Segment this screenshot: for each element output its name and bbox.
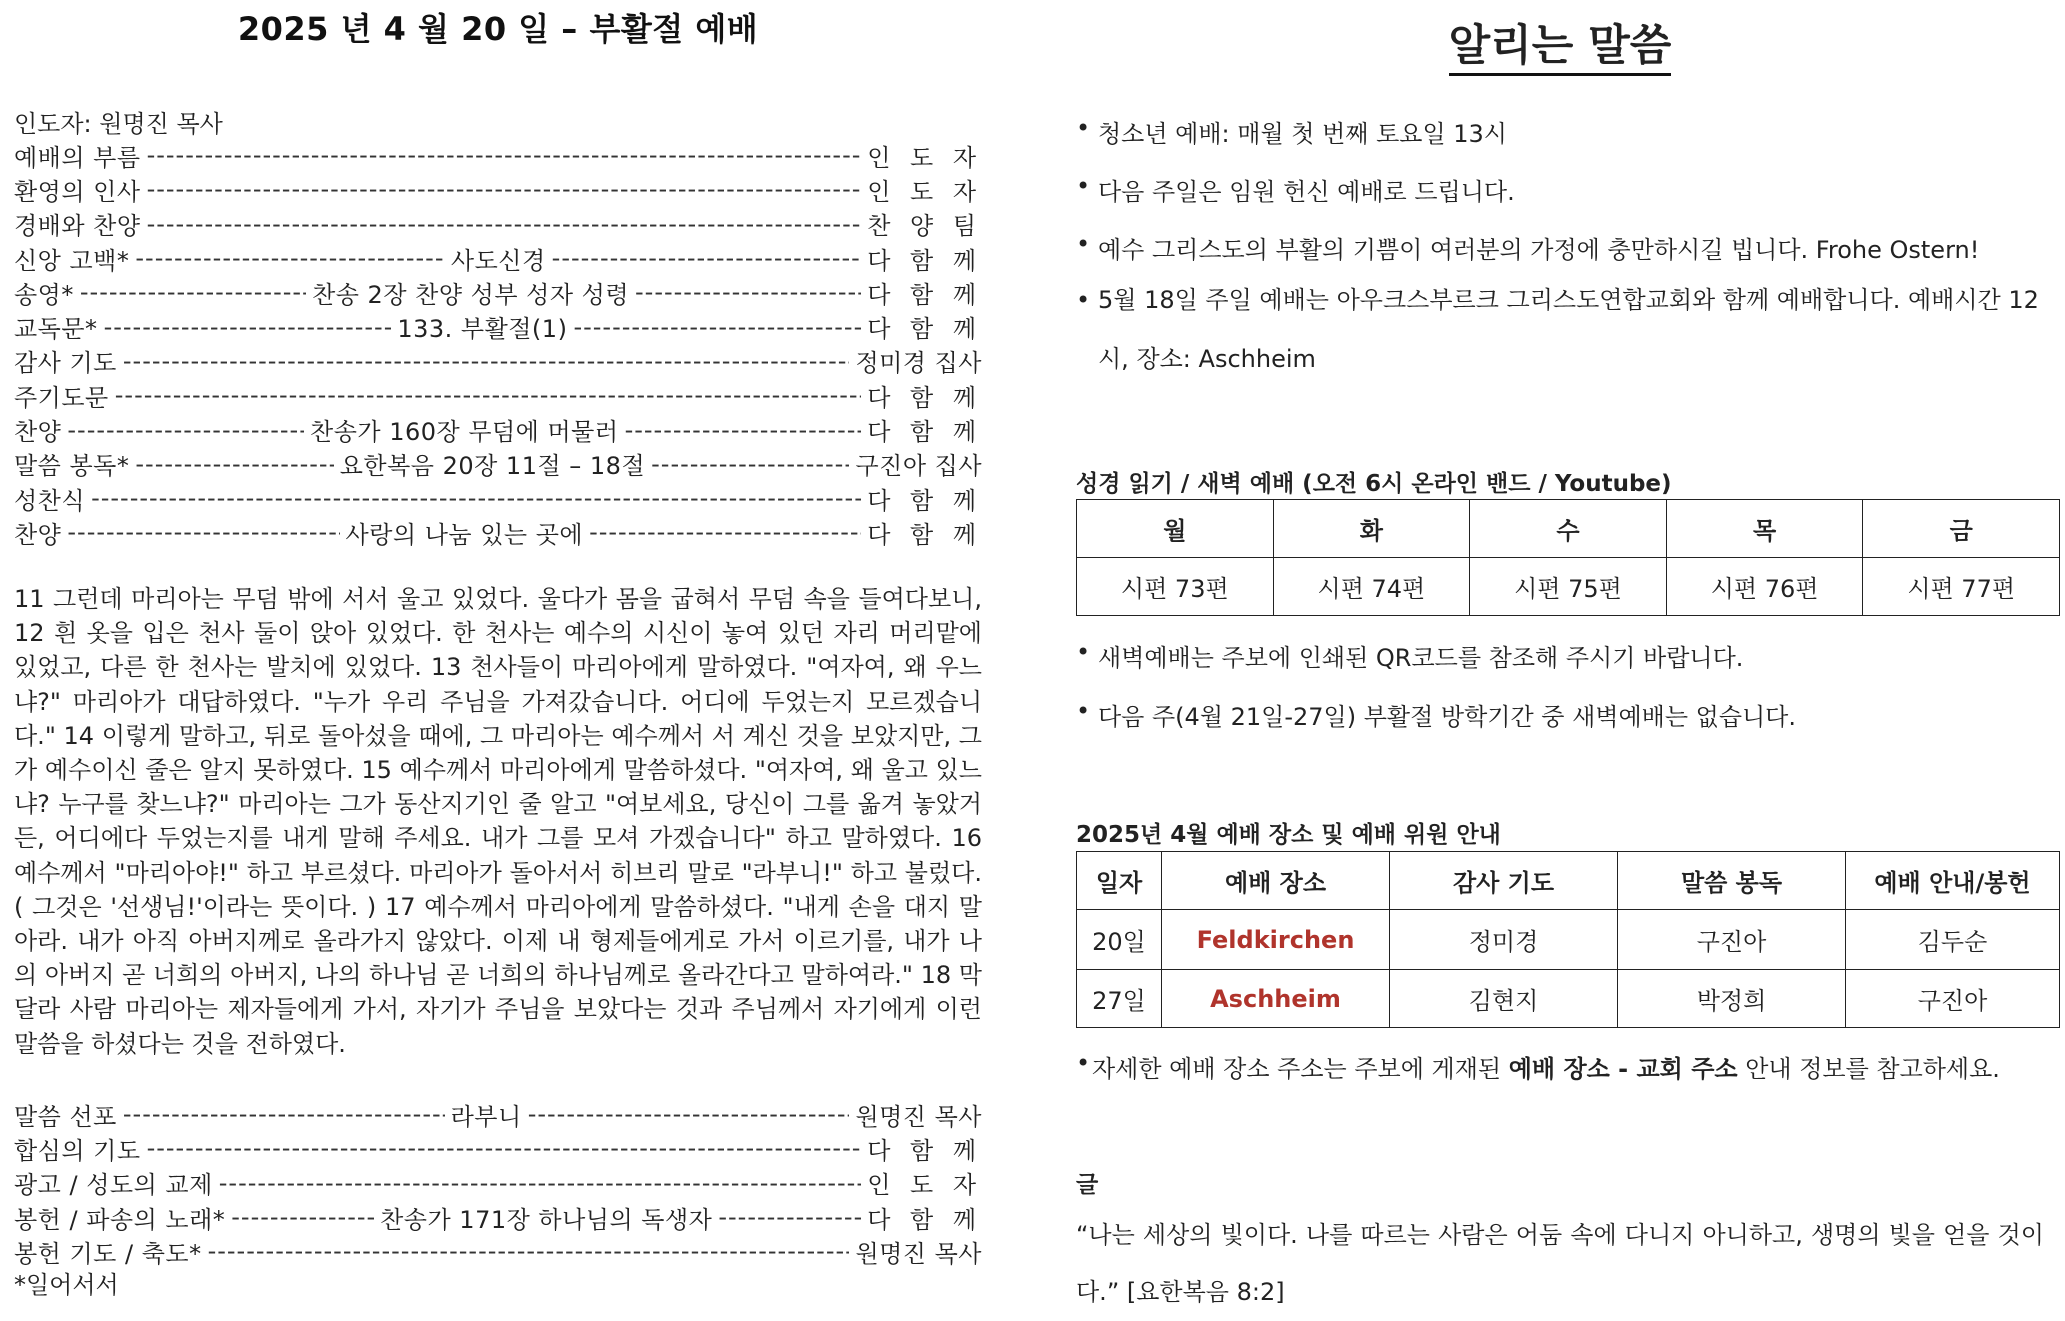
venue-usher: 구진아	[1846, 970, 2060, 1028]
day-header: 목	[1666, 500, 1863, 558]
order-row	[14, 207, 982, 241]
dash-leader	[573, 313, 861, 341]
venue-header: 감사 기도	[1390, 852, 1618, 910]
day-header: 월	[1077, 500, 1274, 558]
order-item-responsible: 다 함 께	[867, 418, 983, 447]
dash-leader	[147, 175, 862, 203]
order-row	[14, 1234, 982, 1268]
announcements-title: 알리는 말씀	[1076, 12, 2044, 73]
order-item-name: 말씀 선포	[14, 1102, 117, 1131]
order-row	[14, 378, 982, 412]
order-row	[14, 481, 982, 515]
order-row	[14, 344, 982, 378]
dash-leader	[135, 450, 333, 478]
order-of-service-continued	[14, 1097, 982, 1302]
order-item-name: 찬양	[14, 418, 62, 447]
order-row	[14, 241, 982, 275]
dash-leader	[219, 1169, 861, 1197]
dash-leader	[123, 1100, 445, 1128]
standing-footnote: *일어서서	[14, 1271, 119, 1300]
venue-reading: 구진아	[1618, 910, 1846, 970]
bible-note: • 다음 주(4월 21일-27일) 부활절 방학기간 중 새벽예배는 없습니다.	[1076, 697, 2058, 732]
venue-reading: 박정희	[1618, 970, 1846, 1028]
venue-date: 27일	[1077, 970, 1162, 1028]
venue-title: 2025년 4월 예배 장소 및 예배 위원 안내	[1076, 822, 1501, 848]
reading-cell: 시편 73편	[1077, 558, 1274, 616]
verse-text: “나는 세상의 빛이다. 나를 따르는 사람은 어둠 속에 다니지 아니하고, 생명의 빛을 얻을 것이다.” [요한복음 8:2]	[1076, 1221, 2044, 1306]
venue-table	[1076, 851, 2060, 1028]
order-item-detail: 라부니	[450, 1102, 522, 1131]
scripture-passage: 11 그런데 마리아는 무덤 밖에 서서 울고 있었다. 울다가 몸을 굽혀서 무덤 속을 들여다보니, 12 흰 옷을 입은 천사 둘이 앉아 있었다. 한 천사는 예수의 시신이 놓여 있던 자리 머리맡에 있었고, 다른 한 천사는 발치에 있었다. 13 천사들이 마리아에게 말하였다. "여자여, 왜 우느냐?" 마리아가 대답하였다. "누가 우리 주님을 가져갔습니다. 어디에 두었는지 모르겠습니다." 14 이렇게 말하고, 뒤로 돌아섰을 때에, 그 마리아는 예수께서 서 계신 것을 보았지만, 그가 예수이신 줄은 알지 못하였다. 15 예수께서 마리아에게 말씀하셨다. "여자여, 왜 울고 있느냐? 누구를 찾느냐?" 마리아는 그가 동산지기인 줄 알고 "여보세요, 당신이 그를 옮겨 놓았거든, 어디에다 두었는지를 내게 말해 주세요. 내가 그를 모셔 가겠습니다" 하고 말하였다. 16 예수께서 "마리아야!" 하고 부르셨다. 마리아가 돌아서서 히브리 말로 "라부니!" 하고 불렀다. ( 그것은 '선생님!'이라는 뜻이다. ) 17 예수께서 마리아에게 말씀하셨다. "내게 손을 대지 말아라. 내가 아직 아버지께로 올라가지 않았다. 이제 내 형제들에게로 가서 이르기를, 내가 나의 아버지 곧 너희의 아버지, 나의 하나님 곧 너희의 하나님께로 올라간다고 말하여라." 18 막달라 사람 마리아는 제자들에게 가서, 자기가 주님을 보았다는 것과 주님께서 자기에게 이런 말씀을 하셨다는 것을 전하였다.	[14, 585, 982, 1058]
order-item-name: 봉헌 / 파송의 노래*	[14, 1205, 226, 1234]
order-item-name: 신앙 고백*	[14, 246, 130, 275]
order-item-responsible: 원명진 목사	[855, 1239, 982, 1268]
order-item-responsible: 다 함 께	[867, 1205, 983, 1234]
order-item-name: 예배의 부름	[14, 143, 141, 172]
order-item-responsible: 다 함 께	[867, 315, 982, 344]
venue-header: 예배 안내/봉헌	[1846, 852, 2060, 910]
order-item-responsible: 다 함 께	[867, 486, 982, 515]
day-header: 수	[1470, 500, 1667, 558]
order-item-detail: 찬송 2장 찬양 성부 성자 성령	[312, 280, 629, 309]
order-item-name: 교독문*	[14, 315, 98, 344]
dash-leader	[651, 450, 849, 478]
order-item-name: 감사 기도	[14, 349, 117, 378]
order-item-name: 봉헌 기도 / 축도*	[14, 1239, 202, 1268]
order-item-name: 광고 / 성도의 교제	[14, 1171, 213, 1200]
bible-reading-title: 성경 읽기 / 새벽 예배 (오전 6시 온라인 밴드 / Youtube)	[1076, 471, 1672, 497]
dash-leader	[528, 1100, 850, 1128]
service-leader: 인도자: 원명진 목사	[14, 110, 223, 138]
order-item-responsible: 다 함 께	[867, 383, 982, 412]
reading-cell: 시편 77편	[1863, 558, 2060, 616]
order-item-detail: 사도신경	[450, 246, 546, 275]
service-title: 2025 년 4 월 20 일 – 부활절 예배	[237, 10, 759, 48]
dash-leader	[147, 210, 862, 238]
verse-title: 글	[1076, 1172, 1099, 1198]
order-item-name: 환영의 인사	[14, 177, 141, 206]
dash-leader	[718, 1203, 861, 1231]
dash-leader	[552, 244, 862, 272]
order-item-name: 말씀 봉독*	[14, 452, 130, 481]
dash-leader	[67, 416, 304, 444]
day-header: 금	[1863, 500, 2060, 558]
order-row	[14, 275, 982, 309]
order-of-service	[14, 138, 982, 550]
venue-place: Feldkirchen	[1162, 910, 1390, 970]
reading-cell: 시편 74편	[1273, 558, 1470, 616]
bible-note: • 새벽예배는 주보에 인쇄된 QR코드를 참조해 주시기 바랍니다.	[1076, 638, 2058, 673]
dash-leader	[91, 484, 861, 512]
venue-usher: 김두순	[1846, 910, 2060, 970]
venue-date: 20일	[1077, 910, 1162, 970]
announcement-item: • 5월 18일 주일 예배는 아우크스부르크 그리스도연합교회와 함께 예배합니다. 예배시간 12시, 장소: Aschheim	[1076, 271, 2058, 389]
order-item-responsible: 인 도 자	[867, 177, 982, 206]
order-item-responsible: 인 도 자	[867, 1171, 982, 1200]
order-item-responsible: 찬 양 팀	[867, 212, 982, 241]
bible-reading-table	[1076, 499, 2060, 616]
order-item-responsible: 다 함 께	[867, 1136, 982, 1165]
order-row	[14, 412, 982, 446]
order-row	[14, 447, 982, 481]
order-row	[14, 515, 982, 549]
venue-header: 예배 장소	[1162, 852, 1390, 910]
dash-leader	[135, 244, 445, 272]
dash-leader	[115, 381, 861, 409]
order-item-responsible: 다 함 께	[867, 246, 982, 275]
order-item-name: 주기도문	[14, 383, 109, 412]
venue-header: 말씀 봉독	[1618, 852, 1846, 910]
dash-leader	[635, 278, 861, 306]
dash-leader	[231, 1203, 374, 1231]
order-item-detail: 찬송가 160장 무덤에 머물러	[310, 418, 619, 447]
dash-leader	[147, 141, 862, 169]
order-item-detail: 찬송가 171장 하나님의 독생자	[380, 1205, 713, 1234]
order-item-responsible: 인 도 자	[867, 143, 982, 172]
order-row	[14, 138, 982, 172]
announcement-item: • 청소년 예배: 매월 첫 번째 토요일 13시	[1076, 114, 2058, 149]
order-row	[14, 309, 982, 343]
venue-place: Aschheim	[1162, 970, 1390, 1028]
dash-leader	[208, 1237, 850, 1265]
dash-leader	[80, 278, 306, 306]
dash-leader	[123, 347, 850, 375]
venue-prayer: 김현지	[1390, 970, 1618, 1028]
venue-note: • 자세한 예배 장소 주소는 주보에 게재된 예배 장소 - 교회 주소 안내 정보를 참고하세요.	[1076, 1049, 2052, 1084]
order-item-name: 성찬식	[14, 486, 86, 515]
dash-leader	[104, 313, 392, 341]
order-item-responsible: 원명진 목사	[855, 1102, 982, 1131]
order-item-detail: 사랑의 나눔 있는 곳에	[345, 520, 584, 549]
reading-cell: 시편 76편	[1666, 558, 1863, 616]
order-item-name: 합심의 기도	[14, 1136, 141, 1165]
order-item-name: 경배와 찬양	[14, 212, 141, 241]
order-row	[14, 1131, 982, 1165]
dash-leader	[589, 518, 861, 546]
dash-leader	[67, 518, 339, 546]
dash-leader	[625, 416, 862, 444]
order-item-responsible: 구진아 집사	[855, 452, 983, 481]
order-item-responsible: 다 함 께	[867, 520, 983, 549]
day-header: 화	[1273, 500, 1470, 558]
order-item-name: 찬양	[14, 520, 62, 549]
announcement-item: • 다음 주일은 임원 헌신 예배로 드립니다.	[1076, 172, 2058, 207]
dash-leader	[147, 1134, 862, 1162]
order-item-detail: 요한복음 20장 11절 – 18절	[339, 452, 646, 481]
announcement-item: • 예수 그리스도의 부활의 기쁨이 여러분의 가정에 충만하시길 빕니다. Frohe Ostern!	[1076, 230, 2058, 265]
order-item-responsible: 다 함 께	[867, 280, 982, 309]
order-item-name: 송영*	[14, 280, 74, 309]
venue-prayer: 정미경	[1390, 910, 1618, 970]
order-row	[14, 1200, 982, 1234]
order-row	[14, 1166, 982, 1200]
order-row	[14, 172, 982, 206]
order-row	[14, 1097, 982, 1131]
reading-cell: 시편 75편	[1470, 558, 1667, 616]
venue-header: 일자	[1077, 852, 1162, 910]
order-item-responsible: 정미경 집사	[855, 349, 982, 378]
order-item-detail: 133. 부활절(1)	[397, 315, 568, 344]
